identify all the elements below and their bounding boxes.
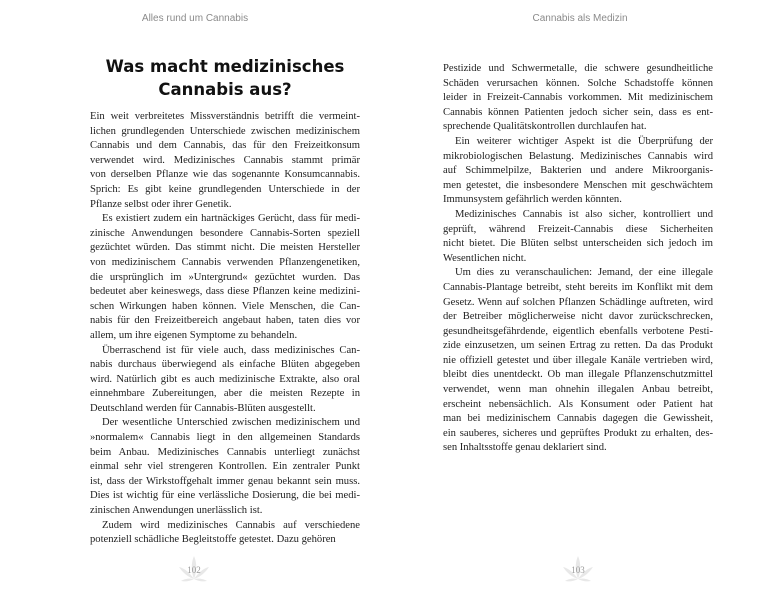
text-line: Der wesentliche Unterschied zwischen medizinischem und xyxy=(102,417,360,429)
text-line: »normalem« Cannabis liegt in den allgemeinen Standards xyxy=(90,432,360,444)
body-text xyxy=(90,110,360,548)
text-line: von medizinischem Cannabis verwenden Pflanzengenetiken, xyxy=(90,256,360,268)
text-line: Es existiert zudem ein hartnäckiges Gerücht, dass für medi- xyxy=(102,213,360,225)
left-page xyxy=(0,0,385,600)
text-line: Cannabis-Plantage betreibt, steht bereits im Konflikt mit dem xyxy=(443,281,713,293)
text-line: Pestizide und Schwermetalle, die schwere gesundheitliche xyxy=(443,63,713,74)
text-line: beim Anbau. Medizinisches Cannabis unterliegt zunächst xyxy=(90,446,360,458)
page-number: 103 xyxy=(558,558,598,582)
text-line: wird. Natürlich gibt es auch medizinische Extrakte, also oral xyxy=(90,373,360,385)
running-head: Alles rund um Cannabis xyxy=(141,13,249,24)
text-line: einnehmbare Zubereitungen, aber die meisten Rezepte in xyxy=(90,388,360,400)
text-line: gesundheitsgefährdende, eigentlich ebenfalls verbotene Pesti- xyxy=(443,325,713,337)
text-line: zinischen Anwendungen unerlässlich ist. xyxy=(90,505,263,517)
text-line: verwendet wird. Medizinisches Cannabis stammt primär xyxy=(90,154,360,166)
text-line: Gesetz. Wenn auf solchen Pflanzen Schädlinge auftreten, wird xyxy=(443,296,713,308)
text-line: Wesentlichen nicht. xyxy=(443,252,527,264)
text-line: sen Inhaltsstoffe genau deklariert sind. xyxy=(443,442,607,454)
text-line: ein sauberes, sicheres und geprüftes Produkt zu erhalten, des- xyxy=(443,427,713,439)
text-line: nicht bietet. Die Blüten selbst unterscheiden sich jedoch im xyxy=(443,238,713,250)
text-line: Um dies zu veranschaulichen: Jemand, der eine illegale xyxy=(455,267,713,279)
body-text xyxy=(443,62,713,456)
text-line: zide einzusetzen, um seinen Ertrag zu retten. Da das Produkt xyxy=(443,340,713,352)
text-line: Sprich: Es gibt keine grundlegenden Unterschiede in der xyxy=(90,183,360,195)
text-line: Schäden verursachen können. Solche Schadstoffe können xyxy=(443,77,713,89)
text-line: von derselben Pflanze wie das sogenannte Konsumcannabis. xyxy=(90,169,360,181)
text-line: Pflanze selbst oder ihrer Genetik. xyxy=(90,198,232,210)
text-line: lichen grundlegenden Unterschiede zwischen medizinischem xyxy=(90,125,360,137)
text-line: Ein weit verbreitetes Missverständnis betrifft die vermeint- xyxy=(90,111,360,122)
text-line: auf Schimmelpilze, Bakterien und andere Mikroorganis- xyxy=(443,165,713,177)
text-line: schen Wirkungen haben können. Viele Menschen, die Can- xyxy=(90,300,360,312)
text-line: der Betreiber möglicherweise nicht davor zurückschrecken, xyxy=(443,311,713,323)
text-line: erscheint nebensächlich. Als Konsument oder Patient hat xyxy=(443,398,713,410)
text-line: nabis durchaus überwiegend als einfache Blüten abgegeben xyxy=(90,359,360,371)
text-line: men getestet, die insbesondere Menschen mit geschwächtem xyxy=(443,179,713,191)
text-line: Dies ist wichtig für eine verlässliche Dosierung, die bei medi- xyxy=(90,490,360,502)
text-line: Zudem wird medizinisches Cannabis auf verschiedene xyxy=(102,519,360,531)
text-line: Überraschend ist für viele auch, dass medizinisches Can- xyxy=(102,344,360,356)
title-line: Was macht medizinisches xyxy=(105,57,345,76)
text-line: allem, um ihre eigenen Symptome zu behandeln. xyxy=(90,329,298,341)
text-line: nabis für den Freizeitbereich angebaut haben, taten dies vor xyxy=(90,315,360,327)
text-line: sprechende Qualitätskontrollen durchlaufen hat. xyxy=(443,121,647,133)
text-line: Immunsystem gefährlich werden könnten. xyxy=(443,194,622,206)
text-line: mikrobiologischen Belastung. Medizinisches Cannabis wird xyxy=(443,150,713,162)
text-line: potenziell schädliche Begleitstoffe getestet. Dazu gehören xyxy=(90,534,336,546)
text-line: Ein weiterer wichtiger Aspekt ist die Überprüfung der xyxy=(455,135,713,147)
text-line: leider in Freizeit-Cannabis vorkommen. Mit medizinischem xyxy=(443,92,713,104)
chapter-title xyxy=(90,55,360,101)
page-number: 102 xyxy=(174,558,214,582)
text-line: Medizinisches Cannabis ist also sicher, kontrolliert und xyxy=(455,208,713,220)
text-line: bleibt dies unentdeckt. Ob man illegale Pflanzenschutzmittel xyxy=(443,369,713,381)
title-line: Cannabis aus? xyxy=(158,80,292,99)
text-line: man bei medizinischem Cannabis dagegen die Gewissheit, xyxy=(443,413,713,425)
text-line: Deutschland werden für Cannabis-Blüten ausgestellt. xyxy=(90,402,316,414)
text-line: Cannabis können Patienten jedoch sicher sein, dass es ent- xyxy=(443,106,713,118)
text-line: verwendet, wenn man ohnehin illegalen Anbau betreibt, xyxy=(443,384,713,396)
text-line: einmal sehr viel strengeren Kontrollen. Ein zentraler Punkt xyxy=(90,461,360,473)
text-line: bedeutet aber keineswegs, dass diese Pflanzen keine medizini- xyxy=(90,286,360,298)
text-line: nie offiziell getestet und über illegale Kanäle vertrieben wird, xyxy=(443,354,713,366)
text-line: Cannabis und dem Cannabis, das für den Freizeitkonsum xyxy=(90,140,360,152)
text-line: die ursprünglich im »Untergrund« gezüchtet wurden. Das xyxy=(90,271,360,283)
right-page xyxy=(386,0,771,600)
text-line: geprüft, während Freizeit-Cannabis diese Sicherheiten xyxy=(443,223,713,235)
text-line: ist, dass der Wirkstoffgehalt immer genau bekannt sein muss. xyxy=(90,475,360,487)
running-head: Cannabis als Medizin xyxy=(532,13,628,24)
text-line: gezüchtet würden. Das stimmt nicht. Die meisten Hersteller xyxy=(90,242,360,254)
text-line: zinische Anwendungen besondere Cannabis-Sorten speziell xyxy=(90,227,360,239)
